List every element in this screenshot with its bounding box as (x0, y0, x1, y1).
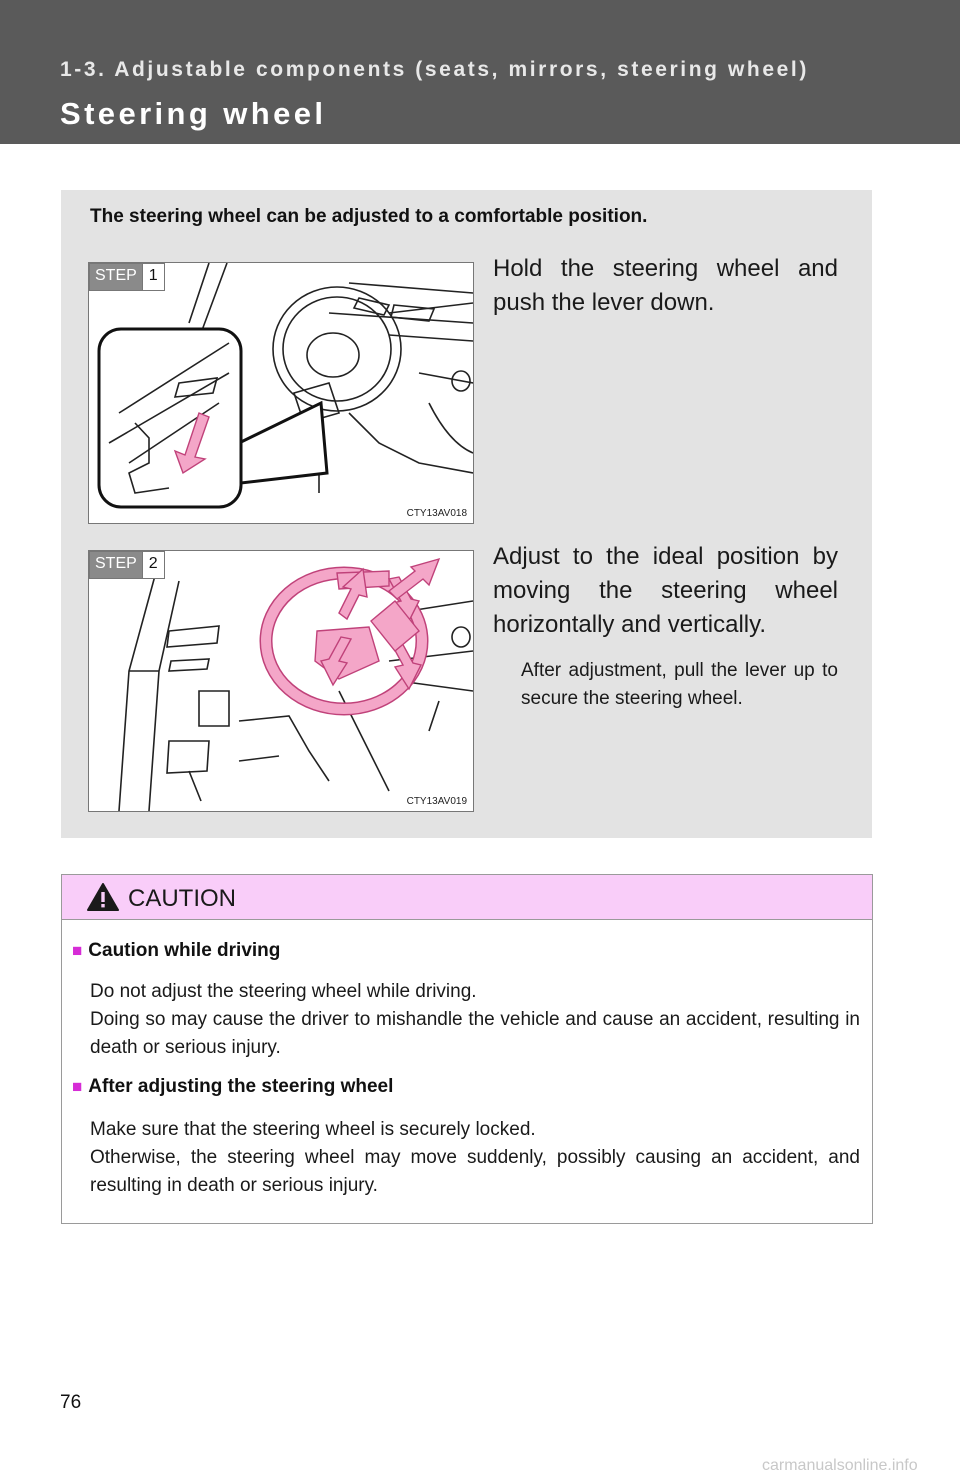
step1-text: Hold the steering wheel and push the lever down. (493, 255, 838, 316)
step-badge-number: 1 (142, 264, 164, 290)
bullet-square-icon: ■ (72, 1077, 83, 1096)
caution-item-text: Doing so may cause the driver to mishandle the vehicle and cause an accident, resulting in death or serious injury. (90, 1009, 860, 1058)
figure-code: CTY13AV019 (406, 796, 467, 807)
step1-figure (88, 262, 474, 524)
caution-item-heading: ■ After adjusting the steering wheel (72, 1076, 394, 1097)
step2-text: Adjust to the ideal position by moving the steering wheel horizontally and vertically. (493, 543, 838, 638)
section-title: 1-3. Adjustable components (seats, mirrors, steering wheel) (60, 58, 809, 81)
caution-header (62, 875, 872, 920)
caution-item-text: Do not adjust the steering wheel while driving. (90, 981, 477, 1002)
caution-box (61, 874, 873, 1224)
figure-code: CTY13AV018 (406, 508, 467, 519)
warning-triangle-icon (86, 882, 120, 912)
caution-item-heading: ■ Caution while driving (72, 940, 281, 961)
steering-adjust-illustration-icon (89, 551, 473, 811)
caution-title: CAUTION (128, 885, 236, 912)
page-header (0, 0, 960, 144)
step-badge-label: STEP (90, 264, 142, 290)
step-badge (89, 551, 165, 579)
page-title: Steering wheel (60, 96, 327, 131)
step-badge-label: STEP (90, 552, 142, 578)
steering-lever-illustration-icon (89, 263, 473, 523)
page-number: 76 (60, 1392, 82, 1413)
caution-item-text: Otherwise, the steering wheel may move suddenly, possibly causing an accident, and resulting in death or serious injury. (90, 1147, 860, 1196)
caution-item-text: Make sure that the steering wheel is securely locked. (90, 1119, 536, 1140)
intro-text: The steering wheel can be adjusted to a comfortable position. (90, 206, 648, 227)
step2-note: After adjustment, pull the lever up to secure the steering wheel. (521, 660, 838, 709)
step-badge-number: 2 (142, 552, 164, 578)
step-badge (89, 263, 165, 291)
step2-figure (88, 550, 474, 812)
watermark: carmanualsonline.info (762, 1457, 918, 1474)
bullet-square-icon: ■ (72, 941, 83, 960)
